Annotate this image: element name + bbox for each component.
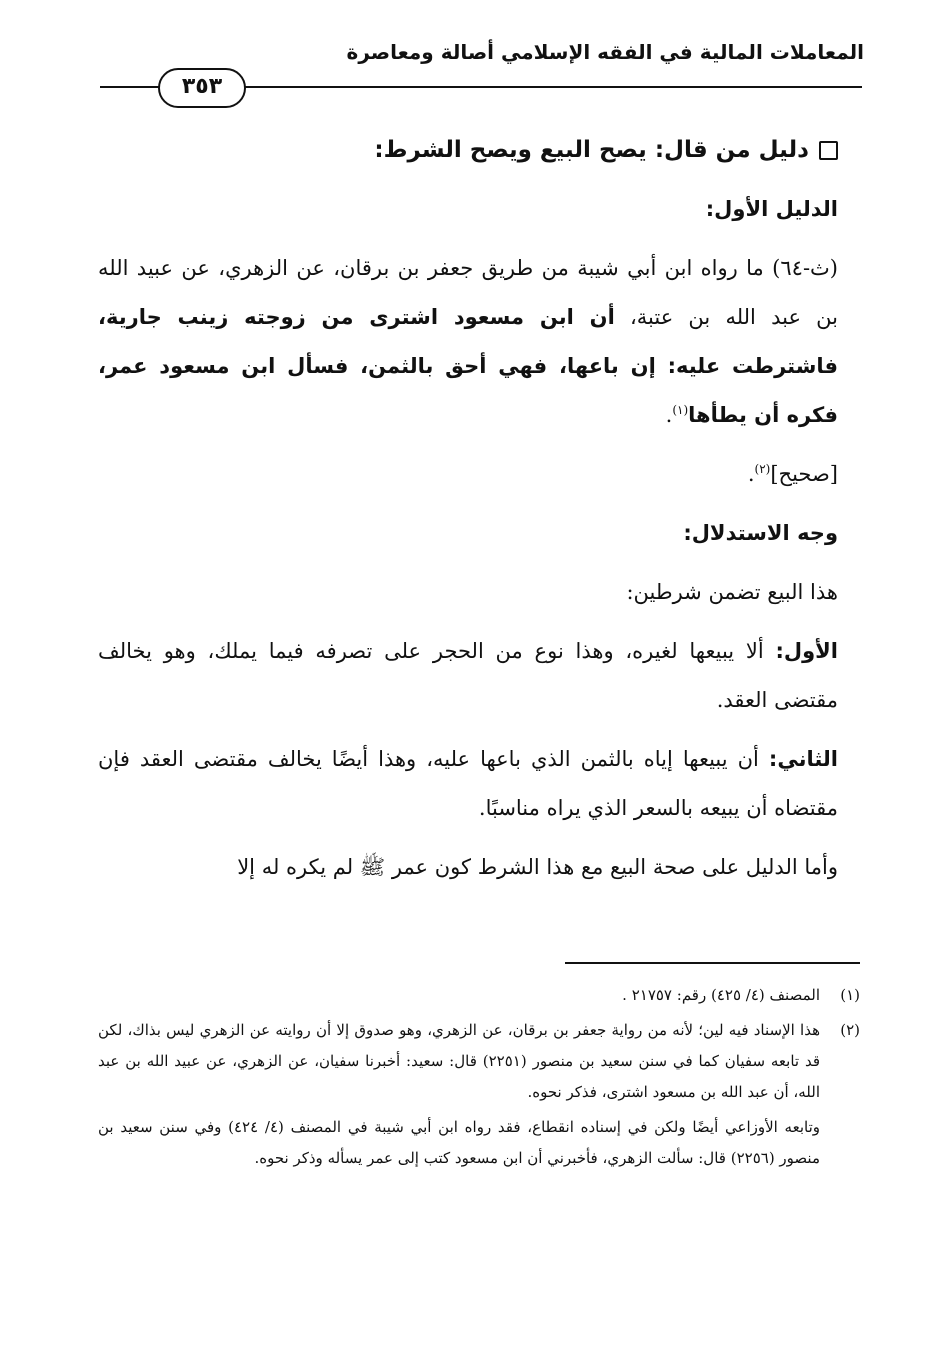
footnote-1 [98,980,860,1011]
grading-text: [صحيح] [770,462,838,486]
running-title: المعاملات المالية في الفقه الإسلامي أصالة ومعاصرة [346,40,864,64]
section-heading [98,126,838,175]
evidence-report-text: أن ابن مسعود اشترى من زوجته زينب جارية، فاشترطت عليه: إن باعها، فهي أحق بالثمن، فسأل ابن مسعود عمر، فكره أن يطأها [98,305,838,427]
second-condition-paragraph [98,735,838,833]
footnotes [98,980,860,1174]
checkbox-square-icon [819,141,838,160]
footnote-ref-1: (١) [672,403,689,417]
first-condition-text: ألا يبيعها لغيره، وهذا نوع من الحجر على تصرفه فيما يملك، وهو يخالف مقتضى العقد. [98,639,838,712]
grading-end-punct: . [747,462,755,486]
grading-paragraph [98,450,838,499]
first-condition-label: الأول: [775,639,838,663]
page-number: ٣٥٣ [158,68,246,108]
footnote-1-number: (١) [840,986,860,1004]
footnote-2 [98,1015,860,1108]
footnote-ref-2: (٢) [754,462,771,476]
main-text [98,126,838,902]
footnote-2-number: (٢) [840,1021,860,1039]
second-condition-text: أن يبيعها إياه بالثمن الذي باعها عليه، وهذا أيضًا يخالف مقتضى العقد فإن مقتضاه أن يبيعه بالسعر الذي يراه مناسبًا. [98,747,838,820]
evidence-chain-text: (ث-٦٤) ما رواه ابن أبي شيبة من طريق جعفر بن برقان، عن الزهري، عن عبيد الله بن عبد الله بن عتبة، [98,256,838,329]
evidence-paragraph [98,244,838,440]
evidence-end-punct: . [665,403,673,427]
two-conditions-paragraph: هذا البيع تضمن شرطين: [626,580,838,604]
section-heading-text: دليل من قال: يصح البيع ويصح الشرط: [374,137,809,163]
footnote-1-text: المصنف (٤/ ٤٢٥) رقم: ٢١٧٥٧ . [622,986,820,1004]
footnote-rule [565,962,860,964]
first-condition-paragraph [98,627,838,725]
first-evidence-heading: الدليل الأول: [705,197,838,221]
footnote-2-text: هذا الإسناد فيه لين؛ لأنه من رواية جعفر بن برقان، عن الزهري، وهو صدوق إلا أن روايته عن الزهري ليس بذاك، لكن قد تابعه سفيان كما في سنن سعيد بن منصور (٢٢٥١) قال: سعيد: أخبرنا سفيان، عن الزهري، عن عبيد الله بن عبد الله، أن عبد الله بن مسعود اشترى، فذكر نحوه. [98,1021,820,1101]
inference-heading: وجه الاستدلال: [683,521,838,545]
second-condition-label: الثاني: [768,747,838,771]
proof-paragraph: وأما الدليل على صحة البيع مع هذا الشرط كون عمر ﷺ لم يكره له إلا [237,855,838,879]
footnote-2-continuation: وتابعه الأوزاعي أيضًا ولكن في إسناده انقطاع، فقد رواه ابن أبي شيبة في المصنف (٤/ ٤٢٤) وفي سنن سعيد بن منصور (٢٢٥٦) قال: سألت الزهري، فأخبرني أن ابن مسعود كتب إلى عمر يسأله وذكر نحوه. [98,1118,821,1167]
